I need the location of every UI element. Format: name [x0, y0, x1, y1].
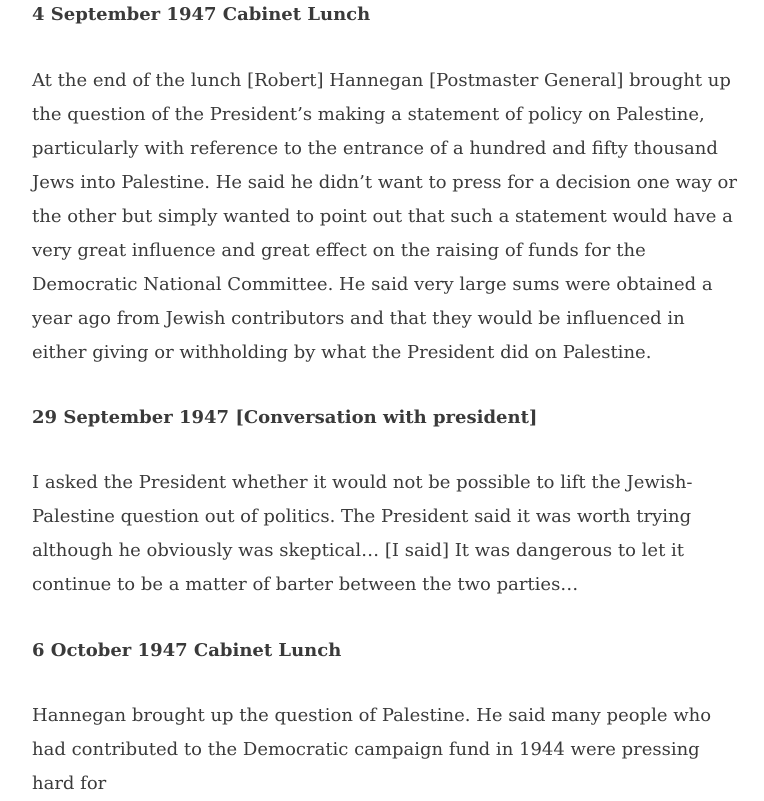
entry-paragraph: Hannegan brought up the question of Palestine. He said many people who had contributed to the Democratic campaign fund in 1944 were pressing hard for [32, 705, 712, 794]
entry-paragraph: At the end of the lunch [Robert] Hannegan [Postmaster General] brought up the question of the President’s making a statement of policy on Palestine, particularly with reference to the entrance of a hundred and fifty thousand Jews into Palestine. He said he didn’t want to press for a decision one way or the other but simply wanted to point out that such a statement would have a very great influence and great effect on the raising of funds for the Democratic National Committee. He said very large sums were obtained a year ago from Jewish contributors and that they would be influenced in either giving or withholding by what the President did on Palestine. [32, 70, 737, 363]
entry-heading: 29 September 1947 [Conversation with president] [32, 407, 538, 428]
entry-heading: 6 October 1947 Cabinet Lunch [32, 640, 342, 661]
entry-paragraph: I asked the President whether it would not be possible to lift the Jewish-Palestine question out of politics. The President said it was worth trying although he obviously was skeptical… [I said] It was dangerous to let it continue to be a matter of barter between the two parties… [32, 472, 693, 595]
entry-heading: 4 September 1947 Cabinet Lunch [32, 4, 371, 25]
